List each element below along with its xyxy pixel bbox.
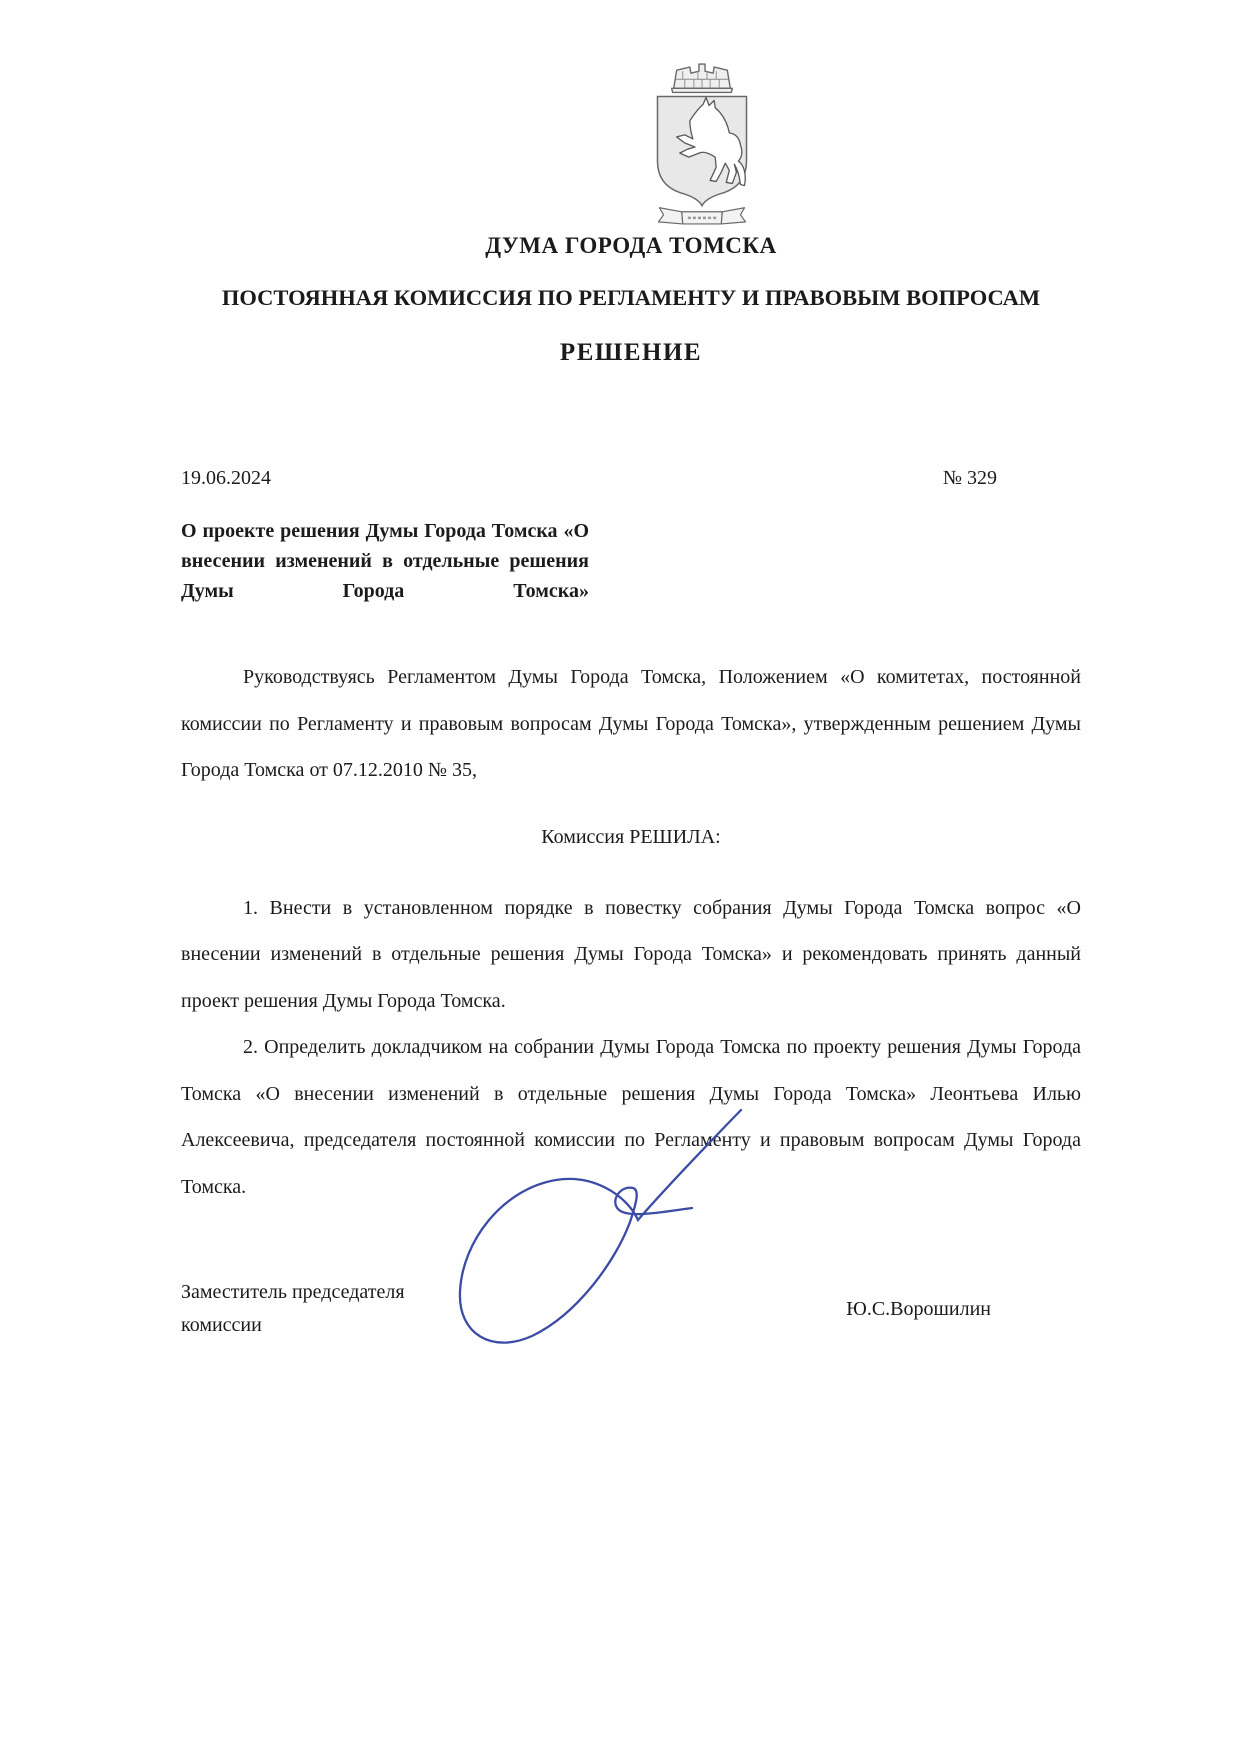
meta-row <box>181 467 1081 490</box>
resolution-item-2: 2. Определить докладчиком на собрании Думы Города Томска по проекту решения Думы Города Томска «О внесении изменений в отдельные решения Думы Города Томска» Леонтьева Илью Алексеевича, председателя постоянной комиссии по Регламенту и правовым вопросам Думы Города Томска. <box>181 1036 1081 1198</box>
signer-position: Заместитель председателя комиссии <box>181 1281 405 1336</box>
document-subject: О проекте решения Думы Города Томска «О внесении изменений в отдельные решения Думы Города Томска» <box>181 520 589 602</box>
document-number: № 329 <box>942 467 997 489</box>
signature-block <box>181 1276 1081 1342</box>
document-body <box>181 205 1081 1342</box>
document-type-heading: РЕШЕНИЕ <box>559 339 703 366</box>
commission-title: ПОСТОЯННАЯ КОМИССИЯ ПО РЕГЛАМЕНТУ И ПРАВОВЫМ ВОПРОСАМ <box>221 285 1041 310</box>
signer-name: Ю.С.Ворошилин <box>846 1297 991 1320</box>
resolution-heading: Комиссия РЕШИЛА: <box>541 825 721 848</box>
resolution-items <box>181 885 1081 1211</box>
resolution-item-1: 1. Внести в установленном порядке в повестку собрания Думы Города Томска вопрос «О внесении изменений в отдельные решения Думы Города Томска» и рекомендовать принять данный проект решения Думы Города Томска. <box>181 896 1081 1012</box>
document-date: 19.06.2024 <box>181 467 271 489</box>
organization-title: ДУМА ГОРОДА ТОМСКА <box>485 233 777 258</box>
preamble-paragraph: Руководствуясь Регламентом Думы Города Томска, Положением «О комитетах, постоянной комиссии по Регламенту и правовым вопросам Думы Города Томска», утвержденным решением Думы Города Томска от 07.12.2010 № 35, <box>181 666 1081 781</box>
